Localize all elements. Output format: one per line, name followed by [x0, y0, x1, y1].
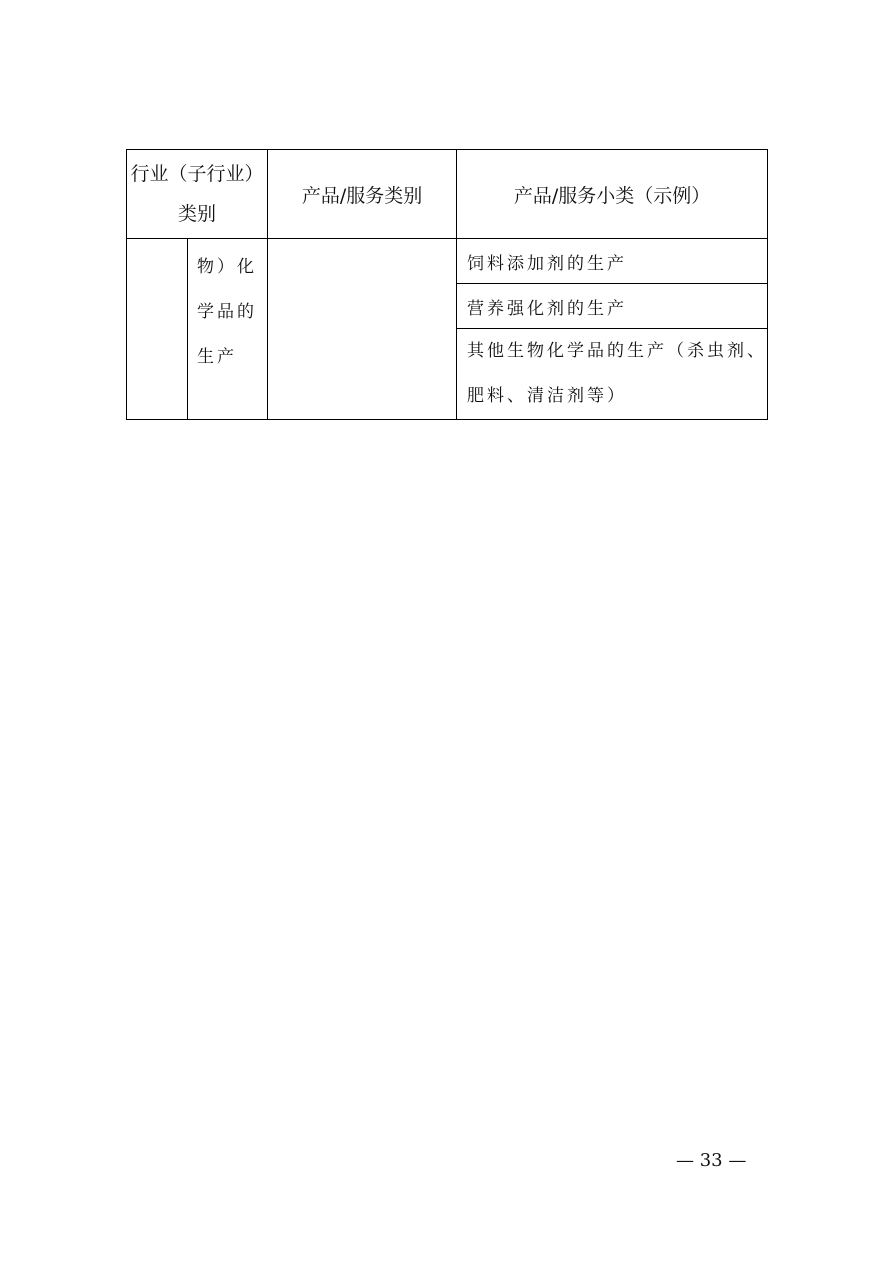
industry-product-table: [126, 149, 768, 420]
table-header-row: [127, 150, 768, 239]
table-row: [127, 239, 768, 284]
header-product-subcategory: 产品/服务小类（示例）: [457, 150, 768, 239]
industry-cell-empty: [127, 239, 188, 420]
subcategory-item-line: 其他生物化学品的生产（杀虫剂、: [467, 341, 768, 361]
page-number: — 33 —: [676, 1150, 747, 1171]
header-product-category: 产品/服务类别: [268, 150, 457, 239]
sub-industry-line: 生产: [197, 347, 237, 367]
header-industry-category-line2: 类别: [178, 203, 217, 225]
subcategory-item: 饲料添加剂的生产: [457, 239, 768, 284]
subcategory-item-line: 肥料、清洁剂等）: [467, 386, 628, 406]
subcategory-item: [457, 329, 768, 420]
sub-industry-line: 物）化: [197, 257, 257, 277]
sub-industry-cell: [188, 239, 268, 420]
product-category-cell-empty: [268, 239, 457, 420]
header-industry-category-line1: 行业（子行业）: [130, 163, 264, 185]
sub-industry-line: 学品的: [197, 302, 257, 322]
subcategory-item: 营养强化剂的生产: [457, 284, 768, 329]
header-industry-category: [127, 150, 268, 239]
